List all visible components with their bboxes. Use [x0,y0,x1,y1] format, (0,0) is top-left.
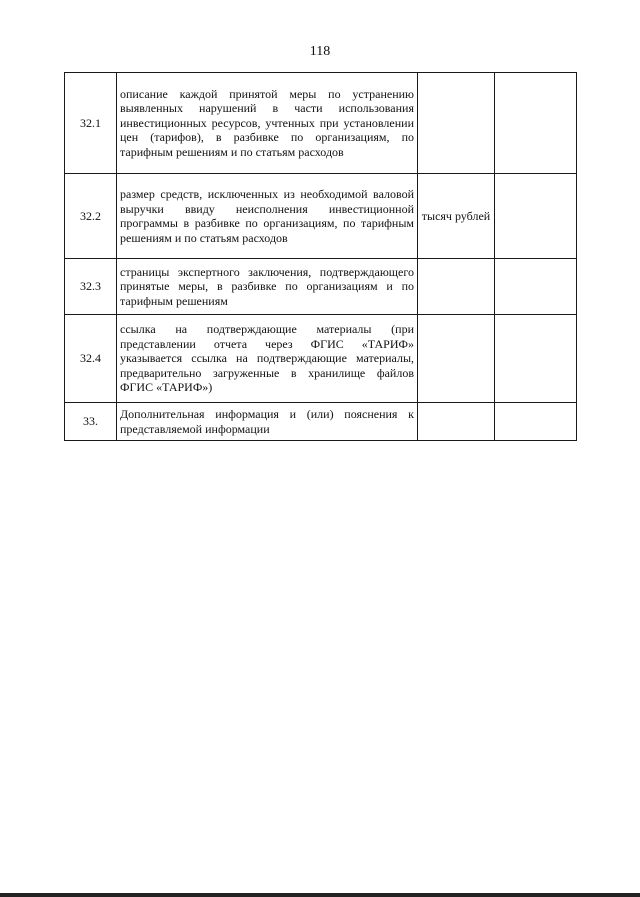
row-description: описание каждой принятой меры по устранению выявленных нарушений в части использования инвестиционных ресурсов, учтенных при установлении цен (тарифов), в разбивке по организациям, по тарифным решениям и по статьям расходов [117,73,418,174]
row-number: 33. [65,403,117,441]
row-number: 32.1 [65,73,117,174]
row-number: 32.4 [65,315,117,403]
table-row [65,174,577,259]
row-value [495,315,577,403]
row-description: страницы экспертного заключения, подтверждающего принятые меры, в разбивке по организациям и по тарифным решениям [117,259,418,315]
row-value [495,174,577,259]
scan-edge-divider [0,893,640,897]
report-table [64,72,577,441]
row-value [495,403,577,441]
row-description: ссылка на подтверждающие материалы (при представлении отчета через ФГИС «ТАРИФ» указывается ссылка на подтверждающие материалы, предварительно загруженные в хранилище файлов ФГИС «ТАРИФ») [117,315,418,403]
row-value [495,73,577,174]
table-row [65,315,577,403]
table-row [65,259,577,315]
row-number: 32.2 [65,174,117,259]
row-unit [418,73,495,174]
table-row [65,73,577,174]
row-description: Дополнительная информация и (или) пояснения к представляемой информации [117,403,418,441]
table-row [65,403,577,441]
row-unit [418,403,495,441]
page-number: 118 [309,44,331,59]
row-unit [418,259,495,315]
row-number: 32.3 [65,259,117,315]
row-unit: тысяч рублей [418,174,495,259]
row-value [495,259,577,315]
row-description: размер средств, исключенных из необходимой валовой выручки ввиду неисполнения инвестиционной программы в разбивке по организациям, по тарифным решениям и по статьям расходов [117,174,418,259]
row-unit [418,315,495,403]
